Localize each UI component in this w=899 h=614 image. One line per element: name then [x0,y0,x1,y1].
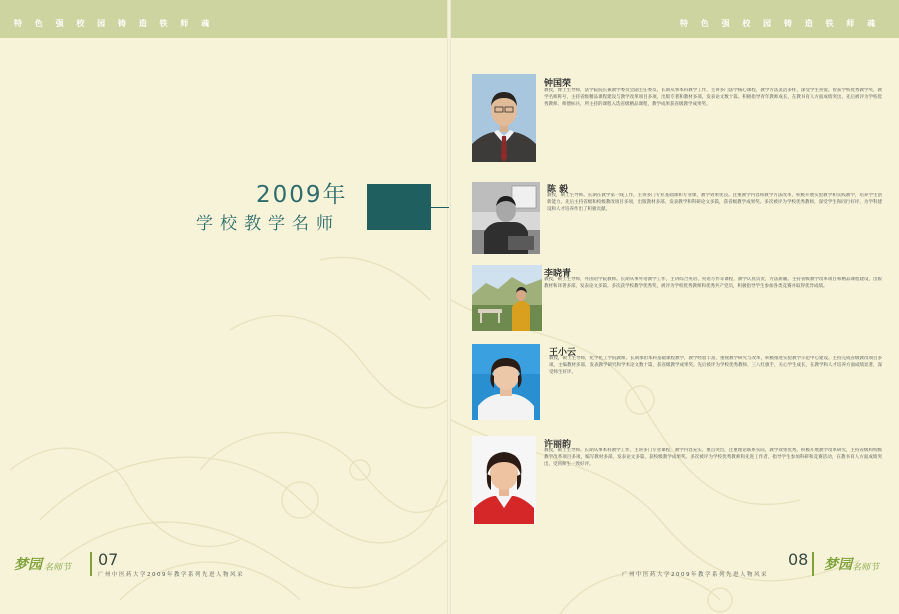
title-accent-line [367,207,449,208]
teacher-bio-3: 教授，硕士生导师，外国语学院教师。长期从事外语教学工作，主讲综合英语、英语写作等课程，教学认真负责，方法新颖。主持省级教学改革项目和精品课程建设，出版教材和译著多部，发表论文多篇。多次获学校教学优秀奖，被评为学校优秀教师和优秀共产党员，积极指导学生参加各类竞赛并取得优异成绩。 [544,277,882,289]
teacher-name-1: 钟国荣 [544,79,572,89]
footer-logo-sub-left: 名师节 [44,563,72,573]
teacher-bio-4: 教授，硕士生导师，化学化工学院教师。长期承担本科基础课程教学，教学经验丰富，重视教学研究与改革，积极推进实验教学示范中心建设。主持完成省级教改项目多项，主编教材多部，发表教学研究和学术论文数十篇，获省级教学成果奖。先后被评为学校优秀教师、三八红旗手，关心学生成长，在教学和人才培养方面成绩显著，深受师生好评。 [549,356,882,375]
footer-caption-right: 广州中医药大学2009年教学系列先进人物风采 [622,572,768,578]
teacher-name-2: 陈 毅 [547,185,569,195]
teacher-bio-5: 教授，硕士生导师。长期从事本科教学工作，主讲多门专业课程，教学内容充实，重点突出，注重理论联系实际，教学效果优秀。积极开展教学改革研究，主持省级和校级教学改革项目多项，编写教材多部，发表论文多篇，获校级教学成果奖。多次被评为学校优秀教师和先进工作者，指导学生参加科研和竞赛活动，在教书育人方面成绩突出，受到师生一致好评。 [544,448,882,467]
page-number-left: 07 [98,550,119,569]
page-title-subtitle: 学校教学名师 [196,214,340,234]
footer-caption-left: 广州中医药大学2009年教学系列先进人物风采 [98,572,244,578]
header-motto-left: 特 色 强 校 园 铸 造 铁 师 魂 [14,19,215,28]
header-motto-right: 特 色 强 校 园 铸 造 铁 师 魂 [680,19,881,28]
page-title-year: 2009年 [256,182,348,208]
teacher-bio-2: 教授，硕士生导师。长期在教学第一线工作，主讲多门专业基础课和专业课，教学效果优良。注重教学内容和教学方法改革，积极开展实验教学和实践教学，培养学生创新能力。先后主持省级和校级教改项目多项，出版教材多部，发表教学和科研论文多篇，获省级教学成果奖。多次被评为学校优秀教师，深受学生和同行好评，为学科建设和人才培养作出了积极贡献。 [547,193,882,212]
page-spine [447,0,451,614]
teacher-bio-1: 教授，博士生导师，法学院院长兼教学委员会副主任委员。长期从事本科教学工作，主讲多门法学核心课程，教学方法灵活多样，深受学生喜爱。曾获学校优秀教学奖、教学名师称号，主持省级精品课程建设与教学改革项目多项，出版专著和教材多部，发表论文数十篇。积极指导青年教师成长，在教书育人方面成绩突出，先后被评为学校优秀教师、师德标兵，所主持的课程入选省级精品课程，教学成果获省级教学成果奖。 [544,88,882,107]
teacher-name-3: 李晓青 [544,269,572,279]
footer-logo-left: 梦园 [14,557,42,573]
footer-logo-sub-right: 名师节 [852,563,880,573]
teacher-photo-5 [472,436,536,524]
teacher-photo-2 [472,182,540,254]
teacher-name-5: 许丽韵 [544,440,572,450]
page-number-right: 08 [788,550,809,569]
footer-divider-right [812,552,814,576]
teacher-photo-3 [472,265,542,331]
teacher-photo-1 [472,74,536,162]
teacher-photo-4 [472,344,540,420]
footer-divider-left [90,552,92,576]
teacher-name-4: 王小云 [549,348,577,358]
footer-logo-right: 梦园 [824,557,852,573]
